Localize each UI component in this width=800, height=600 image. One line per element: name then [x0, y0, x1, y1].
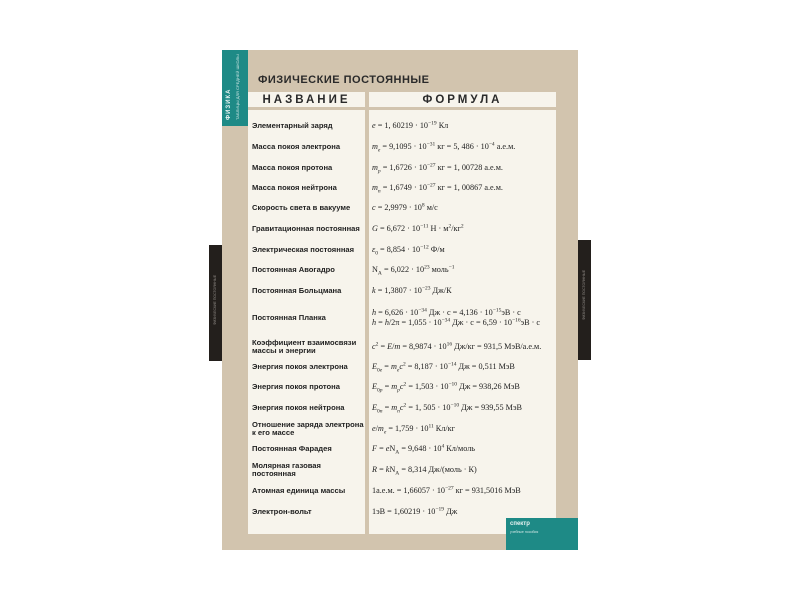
constant-row-formula [369, 377, 556, 397]
constant-name: Коэффициент взаимосвязи массы и энергии [252, 338, 357, 355]
constant-formula: $R = kN_A = 8,314$ Дж/(моль · К) [372, 465, 477, 477]
constant-row-formula [369, 481, 556, 501]
formulas-column [369, 110, 556, 534]
constant-formula: $c^2 = E/m = 8,9874 \cdot 10^{16}$ Дж/кг = 931,5 МэВ/а.е.м. [372, 341, 542, 351]
names-column [248, 110, 365, 534]
constant-row-formula [369, 240, 556, 260]
constant-name: Постоянная Больцмана [252, 286, 342, 295]
constant-row-formula [369, 116, 556, 136]
constant-formula: $E_{0e} = m_ec^2 = 8,187 \cdot 10^{-14}$ Дж = 0,511 МэВ [372, 361, 515, 374]
constant-name: Постоянная Планка [252, 313, 326, 322]
constant-name: Энергия покоя протона [252, 382, 340, 391]
constant-row-name [248, 137, 365, 157]
constant-row-name [248, 302, 365, 334]
constant-name: Скорость света в вакууме [252, 203, 351, 212]
constant-formula: 1а.е.м. = $1,66057 \cdot 10^{-27}$ кг = 931,5016 МэВ [372, 485, 521, 495]
constant-formula: $e/m_e = 1,759 \cdot 10^{11}$ Кл/кг [372, 423, 455, 436]
constant-name: Элементарный заряд [252, 121, 333, 130]
subject-sublabel: ТАБЛИЦЫ ДЛЯ СРЕДНЕЙ ШКОЛЫ [235, 54, 240, 120]
constant-row-name [248, 502, 365, 522]
constant-name: Атомная единица массы [252, 486, 346, 495]
constant-name: Постоянная Фарадея [252, 444, 332, 453]
logo-text: спектр [510, 521, 530, 527]
constant-formula: $G = 6,672 \cdot 10^{-11}$ $Н \cdot м^2/кг^2$ [372, 223, 464, 233]
constant-formula: $m_e = 9,1095 \cdot 10^{-31}$ кг = 5, $486 \cdot 10^{-4}$ а.е.м. [372, 141, 516, 154]
side-band-left-text: ФИЗИЧЕСКИЕ ПОСТОЯННЫЕ [213, 274, 217, 325]
constant-row-name [248, 178, 365, 198]
constant-row-name [248, 336, 365, 358]
constant-name: Масса покоя нейтрона [252, 183, 337, 192]
constant-formula: $m_n = 1,6749 \cdot 10^{-27}$ кг = 1, 00867 а.е.м. [372, 182, 503, 195]
constant-row-name [248, 481, 365, 501]
constant-row-name [248, 418, 365, 440]
constant-row-name [248, 260, 365, 280]
constant-row-name [248, 458, 365, 482]
constant-name: Масса покоя протона [252, 163, 333, 172]
side-band-right-text: ФИЗИЧЕСКИЕ ПОСТОЯННЫЕ [582, 269, 586, 320]
constant-name: Энергия покоя электрона [252, 362, 348, 371]
constant-name: Масса покоя электрона [252, 142, 341, 151]
side-band-right [578, 240, 591, 360]
constant-formula: $m_p = 1,6726 \cdot 10^{-27}$ кг = 1, 00728 а.е.м. [372, 162, 503, 175]
constant-name: Отношение заряда электрона к его массе [252, 420, 364, 437]
constant-formula: $c = 2,9979 \cdot 10^8$ м/с [372, 202, 438, 212]
subject-label: ФИЗИКА [226, 88, 232, 120]
constant-formula: $1эВ = 1,60219 \cdot 10^{-19}$ Дж [372, 506, 458, 516]
constant-name: Электрическая постоянная [252, 245, 355, 254]
side-band-left [209, 245, 222, 361]
constant-row-formula [369, 458, 556, 482]
constant-row-name [248, 357, 365, 377]
logo-subtext: учебные пособия [510, 530, 539, 534]
constant-row-name [248, 377, 365, 397]
constant-row-name [248, 439, 365, 459]
constant-row-formula [369, 178, 556, 198]
constant-row-formula [369, 281, 556, 301]
constant-row-formula [369, 198, 556, 218]
constant-row-name [248, 158, 365, 178]
constant-row-name [248, 198, 365, 218]
header-name: НАЗВАНИЕ [248, 92, 365, 107]
constant-row-name [248, 281, 365, 301]
constant-formula: $h = 6,626 \cdot 10^{-34}$ Дж · $с = 4,136 \cdot 10^{-15}эВ \cdot с$ $h = h/2\pi = 1,055 \cdot 10^{-34}$ Дж · $с = 6,59 \cdot 10^{-16}эВ \cdot с$ [372, 307, 541, 327]
subject-tab [222, 50, 248, 126]
constant-row-name [248, 219, 365, 239]
constant-formula: $\varepsilon_0 = 8,854 \cdot 10^{-12}$ Ф/м [372, 244, 445, 257]
constant-row-formula [369, 439, 556, 459]
constant-formula: $E_{0p} = m_pc^2 = 1,503 \cdot 10^{-10}$ Дж = 938,26 МэВ [372, 381, 520, 394]
constant-formula: $N_A = 6,022 \cdot 10^{23}$ моль$^{-1}$ [372, 264, 455, 277]
constant-row-formula [369, 302, 556, 334]
constant-row-formula [369, 398, 556, 418]
constant-row-formula [369, 357, 556, 377]
constant-name: Энергия покоя нейтрона [252, 403, 345, 412]
constant-row-formula [369, 137, 556, 157]
poster-title: ФИЗИЧЕСКИЕ ПОСТОЯННЫЕ [258, 74, 430, 86]
constant-formula: e = 1, $60219 \cdot 10^{-19}$ Кл [372, 120, 449, 130]
publisher-logo [506, 518, 578, 550]
constant-row-formula [369, 158, 556, 178]
constant-name: Постоянная Авогадро [252, 265, 335, 274]
constant-name: Электрон-вольт [252, 507, 312, 516]
constant-row-name [248, 240, 365, 260]
constant-name: Молярная газовая постоянная [252, 461, 321, 478]
constant-formula: $E_{0n} = m_nc^2 = 1$, $505 \cdot 10^{-10}$ Дж = 939,55 МэВ [372, 402, 522, 415]
constant-formula: $F = eN_A = 9,648 \cdot 10^4$ Кл/моль [372, 443, 476, 456]
constant-row-formula [369, 260, 556, 280]
constant-formula: $k = 1,3807 \cdot 10^{-23}$ Дж/К [372, 285, 452, 295]
constant-row-name [248, 116, 365, 136]
poster [213, 50, 586, 550]
constant-row-formula [369, 219, 556, 239]
constant-row-formula [369, 418, 556, 440]
constant-name: Гравитационная постоянная [252, 224, 360, 233]
header-formula: ФОРМУЛА [369, 92, 556, 107]
constant-row-name [248, 398, 365, 418]
constant-row-formula [369, 336, 556, 358]
